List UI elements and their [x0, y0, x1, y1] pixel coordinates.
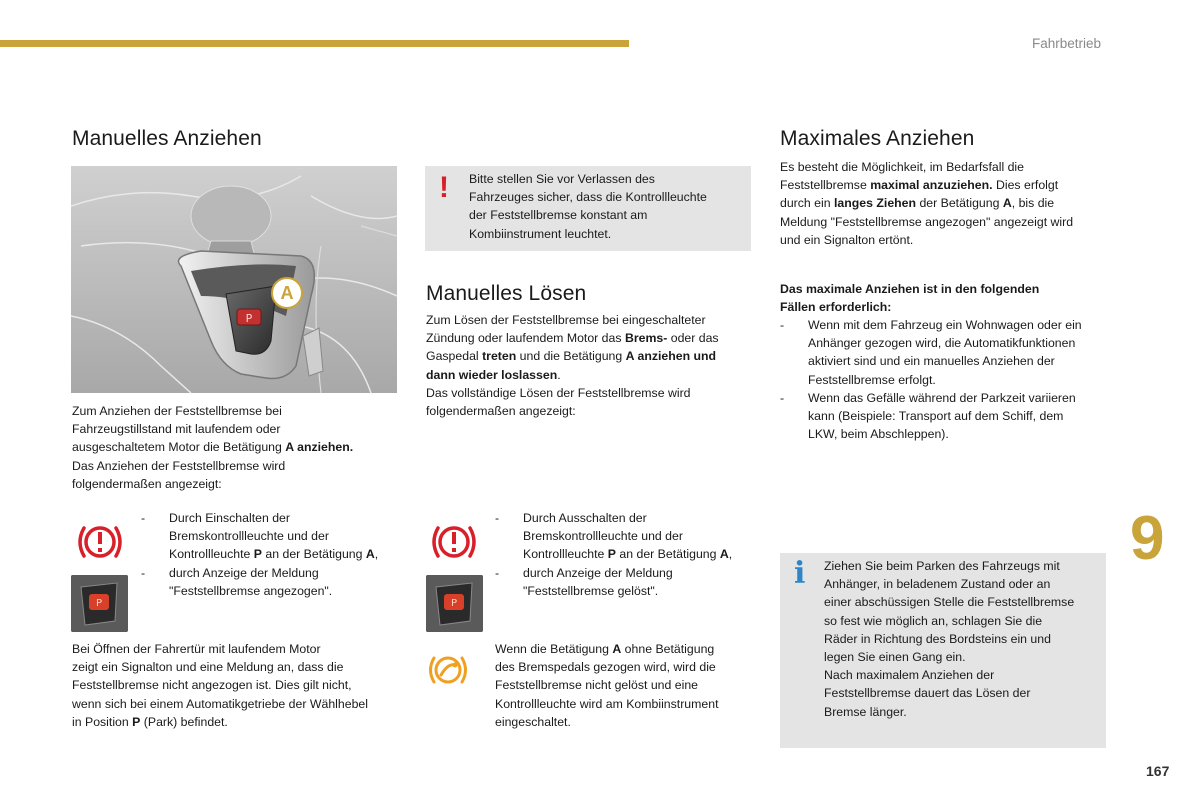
info-text: Ziehen Sie beim Parken des Fahrzeugs mit Anhänger, in beladenem Zustand oder an einer abschüssigen Stelle die Feststellbremse so fest wie möglich an, schlagen Sie die Räder in Richtung des Bordsteins ein und legen Sie einen Gang ein. Nach maximalem Anziehen der Feststellbremse dauert das Lösen der Bremse länger. [824, 559, 1075, 719]
svg-text:P: P [245, 312, 253, 325]
list-item: - durch Anzeige der Meldung "Feststellbremse gelöst". [495, 565, 673, 598]
list-item: - durch Anzeige der Meldung "Feststellbremse angezogen". [141, 565, 333, 598]
col1-footer: Bei Öffnen der Fahrertür mit laufendem Motor zeigt ein Signalton und eine Meldung an, dass die Feststellbremse nicht angezogen ist. Dies gilt nicht, wenn sich bei einem Automatikgetriebe der Wählhebel in Position P (Park) befindet. [72, 642, 368, 729]
header-accent-bar [0, 40, 629, 47]
heading-maximales-anziehen: Maximales Anziehen [780, 127, 975, 150]
list-item: - Durch Einschalten der Bremskontrollleuchte und der Kontrollleuchte P an der Betätigung A, [141, 511, 379, 562]
col3-bullets [780, 316, 1120, 443]
heading-manuelles-anziehen: Manuelles Anziehen [72, 127, 262, 150]
col3-subheading: Das maximale Anziehen ist in den folgenden Fällen erforderlich: [780, 282, 1040, 315]
switch-lit-icon [71, 575, 128, 632]
svg-text:P: P [95, 598, 103, 609]
col1-intro-line: Das Anziehen der Feststellbremse wird [72, 458, 286, 473]
heading-manuelles-loesen: Manuelles Lösen [426, 282, 587, 305]
col1-intro-line: folgendermaßen angezeigt: [72, 476, 222, 491]
list-item: - Durch Ausschalten der Bremskontrollleuchte und der Kontrollleuchte P an der Betätigung A, [495, 511, 733, 562]
warning-text: Bitte stellen Sie vor Verlassen des Fahrzeuges sicher, dass die Kontrollleuchte der Feststellbremse konstant am Kombiinstrument leuchtet. [469, 172, 707, 241]
brake-fault-icon [428, 652, 468, 693]
label-a: A [280, 283, 294, 303]
brake-warning-icon [430, 520, 478, 569]
svg-text:P: P [450, 598, 458, 609]
col1-intro-line: Fahrzeugstillstand mit laufendem oder [72, 422, 281, 437]
col2-bullets [495, 509, 765, 600]
warning-box [425, 166, 751, 251]
brake-warning-icon [76, 520, 124, 569]
col1-intro-line: ausgeschaltetem Motor die Betätigung A anziehen. [72, 440, 354, 455]
switch-lit-icon [426, 575, 483, 632]
col3-intro: Es besteht die Möglichkeit, im Bedarfsfall die Feststellbremse maximal anzuziehen. Dies erfolgt durch ein langes Ziehen der Betätigung A, bis die Meldung "Feststellbremse angezogen" angezeigt wird und ein Signalton ertönt. [780, 160, 1074, 247]
col1-bullets [141, 509, 411, 600]
col1-intro [72, 402, 402, 493]
parking-brake-illustration [71, 166, 397, 393]
console-drawing [71, 166, 397, 393]
list-item: - Wenn das Gefälle während der Parkzeit variieren kann (Beispiele: Transport auf dem Schiff, dem LKW, beim Abschleppen). [780, 390, 1076, 442]
section-title: Fahrbetrieb [1032, 36, 1102, 51]
list-item: - Wenn mit dem Fahrzeug ein Wohnwagen oder ein Anhänger gezogen wird, die Automatikfunktionen aktiviert sind und ein manuelles Anziehen der Feststellbremse erfolgt. [780, 318, 1082, 387]
exclamation-icon: ! [439, 171, 449, 204]
info-box [780, 553, 1106, 748]
col1-intro-line: Zum Anziehen der Feststellbremse bei [72, 404, 282, 418]
col2-intro: Zum Lösen der Feststellbremse bei eingeschalteter Zündung oder laufendem Motor das Brems- oder das Gaspedal treten und die Betätigung A anziehen und dann wieder loslassen. Das vollständige Lösen der Feststellbremse wird folgendermaßen angezeigt: [426, 313, 719, 419]
col2-footer: Wenn die Betätigung A ohne Betätigung des Bremspedals gezogen wird, wird die Feststellbremse nicht gelöst und eine Kontrollleuchte wird am Kombiinstrument eingeschaltet. [495, 642, 719, 729]
info-icon: i [794, 556, 806, 591]
page-number: 167 [1146, 763, 1170, 779]
chapter-number: 9 [1130, 504, 1165, 573]
